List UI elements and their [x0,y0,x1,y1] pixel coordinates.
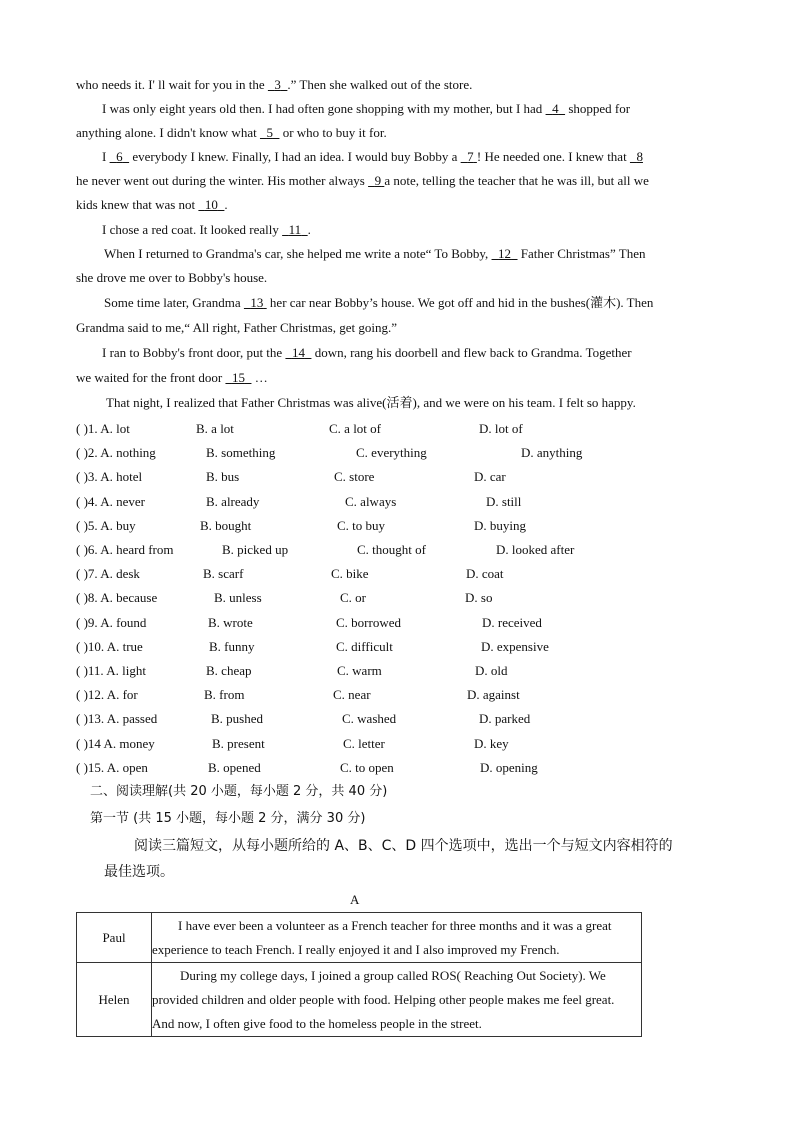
text: Some time later, Grandma [104,295,244,310]
text: I chose a red coat. It looked really [102,222,283,237]
text: .” Then she walked out of the store. [287,77,473,92]
blank-number: 14 [291,345,305,360]
cell-line: experience to teach French. I really enjoyed it and I also improved my French. [152,941,560,957]
option-d: D. anything [521,445,583,461]
option-d: D. buying [474,517,526,533]
blank-4 [546,101,566,116]
option-b: B. opened [208,759,261,775]
table-row [77,913,642,963]
passage-line [76,320,397,336]
option-b: B. funny [209,638,255,654]
passage-line [104,295,653,311]
option-b: B. something [206,445,276,461]
option-c: C. warm [337,663,382,678]
option-d: D. old [475,663,508,678]
question-number-option-a: ( )4. A. never [76,493,145,509]
question-number-option-a: ( )12. A. for [76,687,138,703]
section-heading: 二、阅读理解(共 20 小题，每小题 2 分，共 40 分) [90,784,388,799]
option-b: B. bus [206,469,240,485]
question-number-option-a: ( )9. A. found [76,614,147,630]
option-d: D. lot of [479,421,523,436]
blank-number: 5 [266,125,273,140]
blank-9 [368,173,384,188]
text: we waited for the front door [76,370,226,385]
blank-number: 13 [250,295,264,310]
name-cell: Paul [77,913,152,963]
passage-line [76,270,267,286]
passage-line [76,125,387,141]
instructions: 阅读三篇短文，从每小题所给的 A、B、C、D 四个选项中，选出一个与短文内容相符的 [134,838,673,854]
text: down, rang his doorbell and flew back to Grandma. Together [311,345,632,360]
cell-line: And now, I often give food to the homeless people in the street. [152,1015,482,1031]
question-number-option-a: ( )6. A. heard from [76,542,174,557]
text-cell [152,913,642,963]
option-c: C. always [345,493,397,509]
blank-number: 11 [288,222,302,237]
option-c: C. store [334,469,375,485]
option-c: C. a lot of [329,421,381,436]
option-c: C. bike [331,566,369,582]
question-number-option-a: ( )14 A. money [76,735,155,751]
option-b: B. picked up [222,542,289,557]
option-c: C. letter [343,735,385,751]
name-cell: Helen [77,963,152,1037]
passage-line [104,246,645,262]
cell-line: I have ever been a volunteer as a French teacher for three months and it was a great [178,917,612,933]
text: she drove me over to Bobby's house. [76,270,268,285]
blank-number: 4 [552,101,559,116]
option-c: C. everything [356,445,427,461]
instructions: 最佳选项。 [104,864,174,880]
blank-number: 10 [204,197,218,212]
blank-11 [282,222,308,237]
blank-6 [110,149,130,164]
text: a note, telling the teacher that he was ill, but all we [384,173,649,188]
text: Grandma said to me,“ All right, Father Christmas, get going.” [76,320,397,335]
blank-12 [492,246,518,261]
cell-line: During my college days, I joined a group called ROS( Reaching Out Society). We [180,967,606,983]
question-number-option-a: ( )3. A. hotel [76,469,143,485]
option-d: D. so [465,590,493,606]
question-number-option-a: ( )8. A. because [76,590,158,606]
text: Father Christmas” Then [517,246,646,261]
option-c: C. difficult [336,638,393,654]
option-d: D. parked [479,711,531,727]
blank-13 [244,295,267,310]
option-b: B. bought [200,517,252,533]
passage-label: A [350,892,360,907]
option-d: D. key [474,735,509,751]
option-d: D. looked after [496,542,575,557]
option-d: D. opening [480,759,538,775]
blank-3 [268,77,288,92]
option-d: D. expensive [481,638,549,654]
passage-line [76,77,702,93]
table-row [77,963,642,1037]
option-d: D. against [467,687,520,703]
question-number-option-a: ( )7. A. desk [76,566,140,582]
option-b: B. from [204,687,245,703]
blank-number: 7 [467,149,474,164]
option-b: B. already [206,493,260,509]
option-c: C. or [340,590,366,606]
text: her car near Bobby’s house. We got off and hid in the bushes(灌木). Then [266,295,654,310]
text: … [251,370,268,385]
blank-15 [225,370,251,385]
passage-line [76,370,268,386]
passage-line [102,149,643,165]
passage-line [102,345,632,361]
question-number-option-a: ( )1. A. lot [76,421,130,436]
question-number-option-a: ( )15. A. open [76,759,148,775]
text: I [102,149,110,164]
option-c: C. thought of [357,542,426,557]
passage-line [106,395,636,411]
question-number-option-a: ( )2. A. nothing [76,445,156,461]
part-heading: 第一节 (共 15 小题，每小题 2 分，满分 30 分) [90,811,366,826]
option-b: B. cheap [206,663,252,678]
text: or who to buy it for. [279,125,387,140]
option-b: B. a lot [196,421,234,436]
option-c: C. washed [342,711,397,727]
blank-14 [285,345,311,360]
option-b: B. present [212,735,265,751]
blank-7 [461,149,477,164]
text-cell [152,963,642,1037]
text: anything alone. I didn't know what [76,125,260,140]
option-c: C. near [333,687,371,703]
text: I was only eight years old then. I had often gone shopping with my mother, but I had [102,101,546,116]
passage-line [76,197,228,213]
volunteer-table [76,912,642,1037]
option-b: B. wrote [208,614,253,630]
cell-line: provided children and older people with food. Helping other people makes me feel great. [152,991,615,1007]
question-number-option-a: ( )5. A. buy [76,517,136,533]
option-d: D. received [482,614,542,630]
text: ! He needed one. I knew that [476,149,630,164]
option-d: D. car [474,469,506,485]
passage-line [76,173,649,189]
passage-line [102,222,311,238]
option-d: D. coat [466,566,504,582]
blank-number: 3 [274,77,281,92]
text: everybody I knew. Finally, I had an idea. I would buy Bobby a [129,149,461,164]
blank-number: 6 [116,149,123,164]
blank-number: 12 [498,246,512,261]
option-d: D. still [486,493,522,509]
blank-number: 9 [374,173,382,188]
blank-8 [630,149,643,164]
text: I ran to Bobby's front door, put the [102,345,286,360]
text: . [224,197,228,212]
text: shopped for [565,101,631,116]
text: who needs it. I' ll wait for you in the [76,77,268,92]
option-c: C. to open [340,759,394,775]
question-number-option-a: ( )13. A. passed [76,711,158,727]
text: When I returned to Grandma's car, she helped me write a note“ To Bobby, [104,246,492,261]
passage-line [102,101,630,117]
text: he never went out during the winter. His mother always [76,173,369,188]
text: That night, I realized that Father Christmas was alive(活着), and we were on his team. I felt so happy. [106,395,636,410]
option-b: B. scarf [203,566,244,582]
blank-10 [198,197,224,212]
text: . [307,222,311,237]
text: kids knew that was not [76,197,199,212]
blank-number: 8 [636,149,643,164]
option-c: C. borrowed [336,614,401,630]
option-c: C. to buy [337,517,386,533]
question-number-option-a: ( )10. A. true [76,638,143,654]
blank-number: 15 [231,370,245,385]
blank-5 [260,125,280,140]
question-number-option-a: ( )11. A. light [76,663,146,678]
option-b: B. pushed [211,711,263,727]
option-b: B. unless [214,590,262,606]
